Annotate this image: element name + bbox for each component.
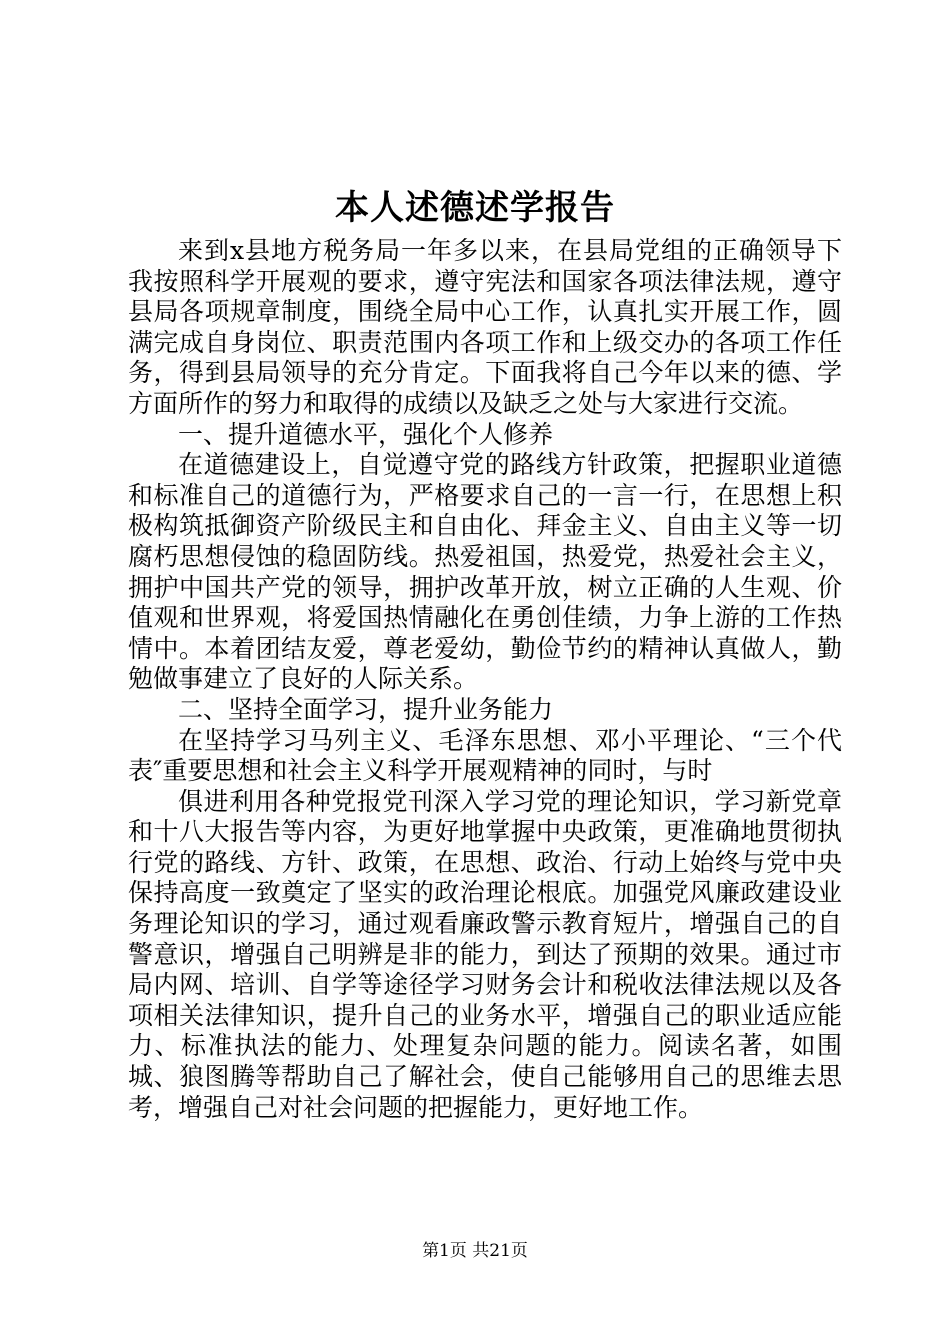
page-title: 本人述德述学报告 (335, 188, 615, 228)
paragraph-morality: 在道德建设上，自觉遵守党的路线方针政策，把握职业道德和标准自己的道德行为，严格要求自己的一言一行，在思想上积极构筑抵御资产阶级民主和自由化、拜金主义、自由主义等一切腐朽思想侵蚀的稳固防线。热爱祖国，热爱党，热爱社会主义，拥护中国共产党的领导，拥护改革开放，树立正确的人生观、价值观和世界观，将爱国热情融化在勇创佳绩，力争上游的工作热情中。本着团结友爱，尊老爱幼，勤俭节约的精神认真做人，勤勉做事建立了良好的人际关系。 (128, 450, 842, 694)
page-footer: 第1页 共21页 (422, 1241, 528, 1261)
document-body (128, 236, 842, 1123)
paragraph-study-lead: 在坚持学习马列主义、毛泽东思想、邓小平理论、“三个代表″重要思想和社会主义科学开展观精神的同时，与时 (128, 725, 842, 786)
section-heading-2: 二、坚持全面学习，提升业务能力 (178, 694, 554, 724)
paragraph-intro: 来到x县地方税务局一年多以来，在县局党组的正确领导下我按照科学开展观的要求，遵守宪法和国家各项法律法规，遵守县局各项规章制度，围绕全局中心工作，认真扎实开展工作，圆满完成自身岗位、职责范围内各项工作和上级交办的各项工作任务，得到县局领导的充分肯定。下面我将自己今年以来的德、学方面所作的努力和取得的成绩以及缺乏之处与大家进行交流。 (128, 236, 842, 418)
paragraph-study: 俱进利用各种党报党刊深入学习党的理论知识，学习新党章和十八大报告等内容，为更好地掌握中央政策，更准确地贯彻执行党的路线、方针、政策，在思想、政治、行动上始终与党中央保持高度一致奠定了坚实的政治理论根底。加强党风廉政建设业务理论知识的学习，通过观看廉政警示教育短片，增强自己的自警意识，增强自己明辨是非的能力，到达了预期的效果。通过市局内网、培训、自学等途径学习财务会计和税收法律法规以及各项相关法律知识，提升自己的业务水平，增强自己的职业适应能力、标准执法的能力、处理复杂问题的能力。阅读名著，如围城、狼图腾等帮助自己了解社会，使自己能够用自己的思维去思考，增强自己对社会问题的把握能力，更好地工作。 (128, 786, 842, 1122)
section-heading-1: 一、提升道德水平，强化个人修养 (178, 419, 554, 449)
